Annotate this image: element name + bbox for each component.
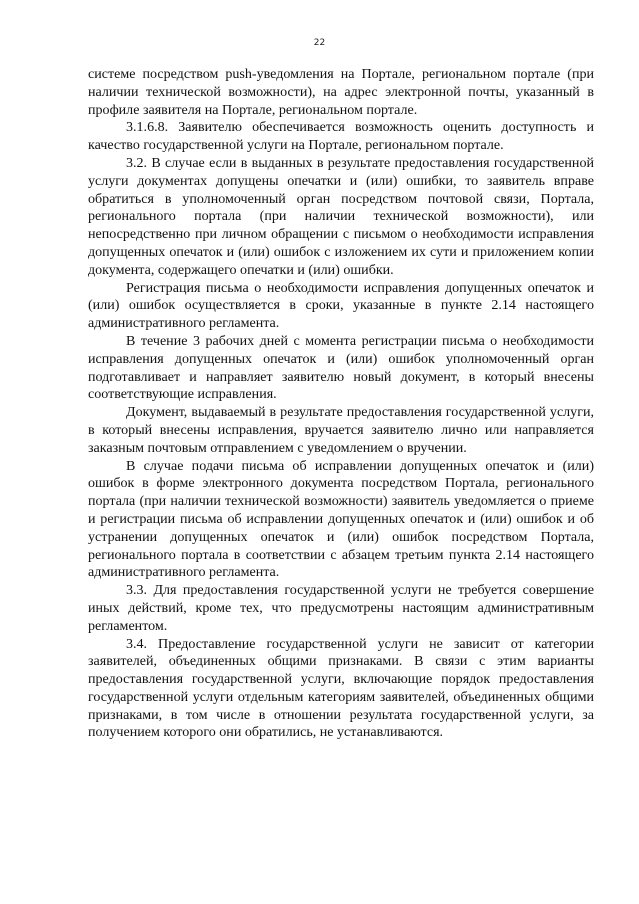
document-body: [88, 66, 594, 742]
paragraph-3-2: 3.2. В случае если в выданных в результате предоставления государственной услуги документах допущены опечатки и (или) ошибки, то заявитель вправе обратиться в уполномоченный орган посредством почтовой связи, Портала, регионального портала (при наличии технической возможности), или непосредственно при личном обращении с письмом о необходимости исправления допущенных опечаток и (или) ошибок с изложением их сути и приложением копии документа, содержащего опечатки и (или) ошибки.: [88, 154, 594, 278]
paragraph-3-1-6-8: 3.1.6.8. Заявителю обеспечивается возможность оценить доступность и качество государственной услуги на Портале, региональном портале.: [88, 119, 594, 154]
paragraph-electronic-letter: В случае подачи письма об исправлении допущенных опечаток и (или) ошибок в форме электронного документа посредством Портала, регионального портала (при наличии технической возможности) заявитель уведомляется о приеме и регистрации письма об исправлении допущенных опечаток и (или) ошибок и об устранении допущенных опечаток и (или) ошибок посредством Портала, регионального портала в соответствии с абзацем третьим пункта 2.14 настоящего административного регламента.: [88, 457, 594, 581]
paragraph-continuation: системе посредством push-уведомления на Портале, региональном портале (при наличии технической возможности), на адрес электронной почты, указанный в профиле заявителя на Портале, региональном портале.: [88, 66, 594, 118]
paragraph-document-delivery: Документ, выдаваемый в результате предоставления государственной услуги, в который внесены исправления, вручается заявителю лично или направляется заказным почтовым отправлением с уведомлением о вручении.: [88, 404, 594, 456]
page-number: 22: [313, 38, 326, 48]
paragraph-3-3: 3.3. Для предоставления государственной услуги не требуется совершение иных действий, кроме тех, что предусмотрены настоящим административным регламентом.: [88, 582, 594, 634]
paragraph-registration: Регистрация письма о необходимости исправления допущенных опечаток и (или) ошибок осуществляется в сроки, указанные в пункте 2.14 настоящего административного регламента.: [88, 279, 594, 332]
paragraph-3-4: 3.4. Предоставление государственной услуги не зависит от категории заявителей, объединенных общими признаками. В связи с этим варианты предоставления государственной услуги, включающие порядок предоставления государственной услуги отдельным категориям заявителей, объединенных общими признаками, в том числе в отношении результата государственной услуги, за получением которого они обратились, не устанавливаются.: [88, 635, 594, 741]
paragraph-three-days: В течение 3 рабочих дней с момента регистрации письма о необходимости исправления допущенных опечаток и (или) ошибок уполномоченный орган подготавливает и направляет заявителю новый документ, в который внесены соответствующие исправления.: [88, 332, 594, 403]
